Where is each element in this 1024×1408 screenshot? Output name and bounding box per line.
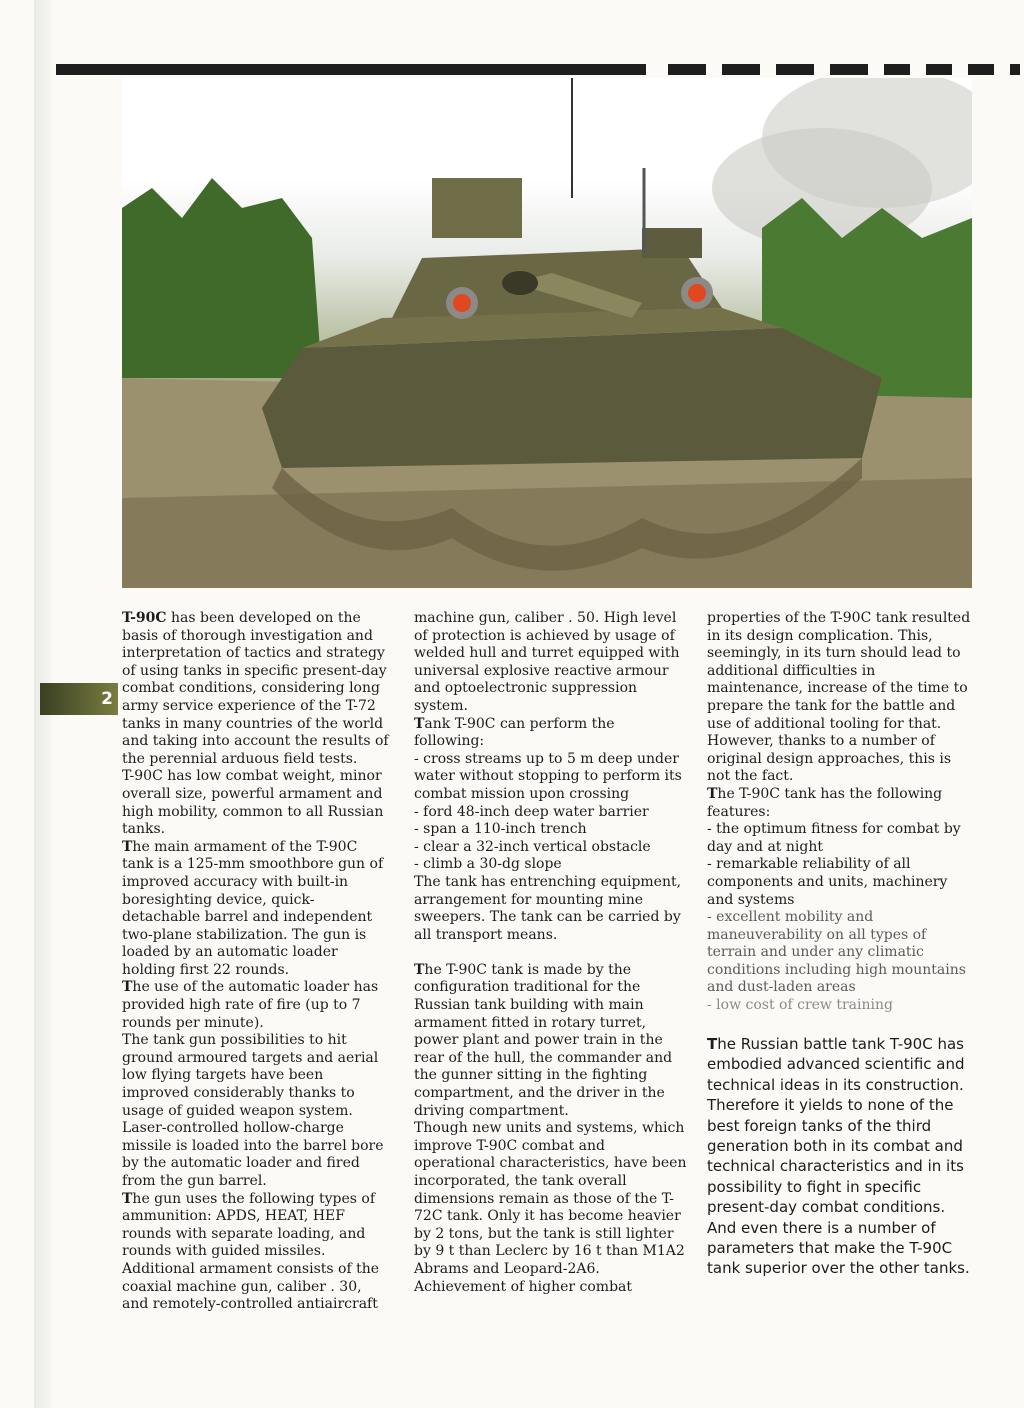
paragraph: properties of the T-90C tank resulted in its design complication. This, seemingly, in its turn should lead to additional difficulties in maintenance, increase of the time to prepare the tank for the battle and use of additional tooling for that. However, thanks to a number of original design approaches, this is not the fact. <box>707 610 971 785</box>
text-column-2 <box>414 610 688 1296</box>
paragraph: T-90C has been developed on the basis of thorough investigation and interpretation of tactics and strategy of using tanks in specific present-day combat conditions, considering long army service experience of the T-72 tanks in many countries of the world and taking into account the results of the perennial arduous field tests. <box>122 610 389 767</box>
paragraph: The use of the automatic loader has provided high rate of fire (up to 7 rounds per minute). <box>122 979 379 1031</box>
paragraph: The T-90C tank has the following features: <box>707 785 943 820</box>
list-item: - cross streams up to 5 m deep under water without stopping to perform its combat mission upon crossing <box>414 750 682 802</box>
paragraph: Additional armament consists of the coaxial machine gun, caliber . 30, and remotely-controlled antiaircraft <box>122 1260 380 1313</box>
header-dashes <box>668 64 1020 75</box>
list-item: - ford 48-inch deep water barrier <box>414 803 649 820</box>
header-rule <box>56 64 646 75</box>
tank-photo <box>122 78 972 588</box>
list-item: - the optimum fitness for combat by day and at night <box>707 821 961 855</box>
paragraph: The tank gun possibilities to hit ground armoured targets and aerial low flying targets have been improved considerably thanks to usage of guided weapon system. Laser-controlled hollow-charge missile is loaded into the barrel bore by the automatic loader and fired from the gun barrel. <box>122 1032 384 1189</box>
paragraph: T-90C has low combat weight, minor overall size, powerful armament and high mobility, common to all Russian tanks. <box>122 768 384 838</box>
paragraph: The tank has entrenching equipment, arrangement for mounting mine sweepers. The tank can be carried by all transport means. <box>414 873 682 943</box>
list-item: - climb a 30-dg slope <box>414 856 562 873</box>
text-column-1 <box>122 610 390 1314</box>
list-item: - clear a 32-inch vertical obstacle <box>414 838 651 855</box>
text-column-3 <box>707 610 973 1015</box>
paragraph: machine gun, caliber . 50. High level of protection is achieved by usage of welded hull and turret equipped with universal explosive reactive armour and optoelectronic suppression system. <box>414 610 680 714</box>
list-item: - span a 110-inch trench <box>414 821 587 838</box>
paragraph: Achievement of higher combat <box>414 1278 633 1295</box>
paragraph: The gun uses the following types of ammunition: APDS, HEAT, HEF rounds with separate loading, and rounds with guided missiles. <box>122 1190 376 1260</box>
conclusion-paragraph: The Russian battle tank T-90C has embodied advanced scientific and technical ideas in its construction. Therefore it yields to none of the best foreign tanks of the third generation both in its combat and technical characteristics and in its possibility to fight in specific present-day combat conditions. And even there is a number of parameters that make the T-90C tank superior over the other tanks. <box>707 1035 970 1278</box>
list-item: - excellent mobility and maneuverability on all types of terrain and under any climatic conditions including high mountains and dust-laden areas <box>707 909 966 996</box>
paragraph: Though new units and systems, which improve T-90C combat and operational characteristics, have been incorporated, the tank overall dimensions remain as those of the T-72C tank. Only it has become heavier by 2 tons, but the tank is still lighter by 9 t than Leclerc by 16 t than M1A2 Abrams and Leopard-2A6. <box>414 1120 687 1277</box>
list-item: - low cost of crew training <box>707 997 893 1014</box>
list-item: - remarkable reliability of all components and units, machinery and systems <box>707 856 948 908</box>
tank-illustration <box>122 78 972 588</box>
paragraph: The main armament of the T-90C tank is a 125-mm smoothbore gun of improved accuracy with built-in boresighting device, quick-detachable barrel and independent two-plane stabilization. The gun is loaded by an automatic loader holding first 22 rounds. <box>122 838 384 978</box>
paragraph: Tank T-90C can perform the following: <box>414 715 615 750</box>
page-number: 2 <box>101 689 113 709</box>
paragraph: The T-90C tank is made by the configuration traditional for the Russian tank building with main armament fitted in rotary turret, power plant and power train in the rear of the hull, the commander and the gunner sitting in the fighting compartment, and the driver in the driving compartment. <box>414 961 673 1119</box>
